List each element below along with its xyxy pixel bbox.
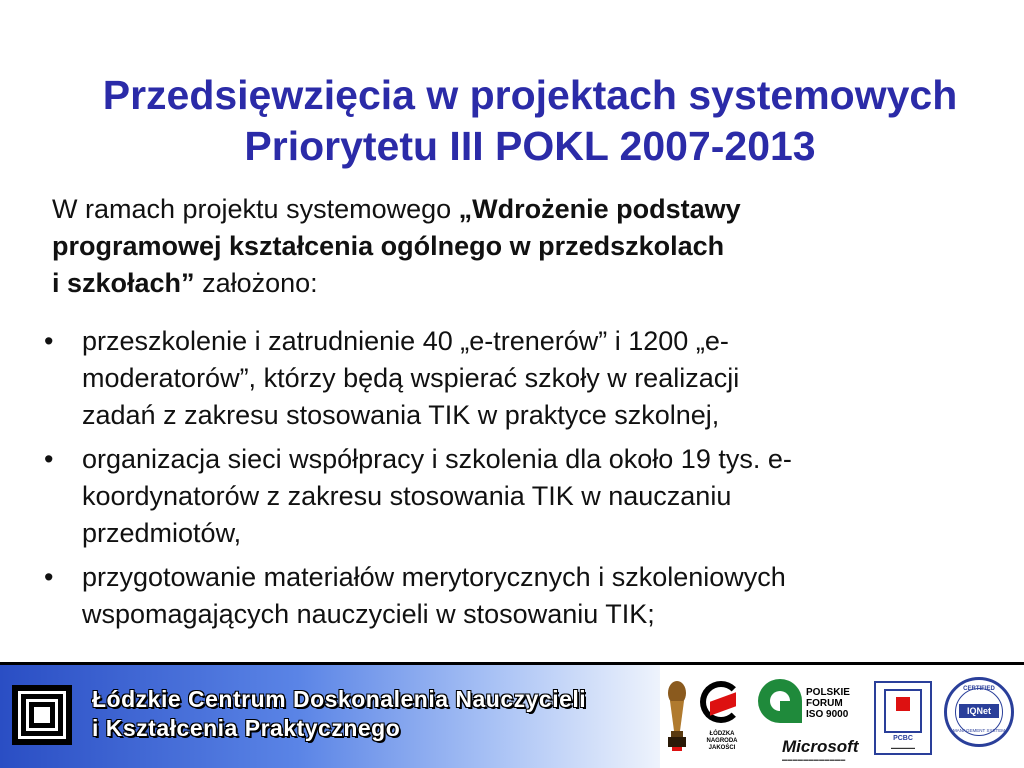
bullet-item-1 bbox=[42, 323, 1002, 434]
pcbc-emblem-icon bbox=[884, 689, 922, 733]
intro-line-3 bbox=[52, 265, 992, 302]
iqnet-certified-logo bbox=[944, 677, 1014, 747]
trophy-icon bbox=[664, 679, 690, 755]
pff-line-1: POLSKIE bbox=[806, 687, 850, 698]
lodzka-line-1: ŁÓDZKA bbox=[709, 731, 735, 737]
lodzka-line-2: NAGRODA bbox=[706, 738, 738, 744]
footer bbox=[0, 665, 1024, 768]
pff-line-3: ISO 9000 bbox=[806, 709, 849, 720]
iqnet-management-system-text: MANAGEMENT SYSTEM bbox=[953, 728, 1005, 733]
polskie-forum-iso-logo bbox=[756, 675, 864, 763]
pcbc-certificate-logo bbox=[874, 681, 932, 755]
institution-name-line-2: i Kształcenia Praktycznego bbox=[92, 715, 401, 741]
lodzka-line-3: JAKOŚCI bbox=[708, 745, 736, 751]
microsoft-subtext-decoration: ▬▬▬▬▬▬▬▬▬▬▬▬ bbox=[782, 757, 846, 763]
bullet-2-line-3: przedmiotów, bbox=[82, 518, 242, 548]
pff-text bbox=[806, 687, 850, 720]
microsoft-logo: Microsoft bbox=[782, 737, 859, 756]
institution-banner bbox=[0, 665, 660, 768]
iqnet-certified-text: CERTIFIED bbox=[963, 686, 995, 692]
slide-title-line-1: Przedsięwzięcia w projektach systemowych bbox=[102, 72, 958, 118]
institution-logo-icon bbox=[12, 685, 72, 745]
intro-line-2 bbox=[52, 228, 992, 265]
pff-line-2: FORUM bbox=[806, 698, 843, 709]
bullet-3-line-2: wspomagających nauczycieli w stosowaniu TIK; bbox=[82, 599, 655, 629]
intro-paragraph bbox=[52, 191, 992, 302]
bullet-marker: • bbox=[44, 562, 54, 592]
pcbc-label: PCBC bbox=[893, 735, 913, 742]
slide-title-line-2: Priorytetu III POKL 2007-2013 bbox=[244, 123, 816, 169]
bullet-1-line-3: zadań z zakresu stosowania TIK w praktyce szkolnej, bbox=[82, 400, 720, 430]
bullet-2-line-2: koordynatorów z zakresu stosowania TIK w nauczaniu bbox=[82, 481, 732, 511]
iqnet-label: IQNet bbox=[959, 704, 999, 718]
bullet-item-2 bbox=[42, 441, 1002, 552]
project-name-part-1: „Wdrożenie podstawy bbox=[458, 194, 741, 224]
bullet-1-line-2: moderatorów”, którzy będą wspierać szkoły w realizacji bbox=[82, 363, 740, 393]
intro-plain-text: W ramach projektu systemowego bbox=[52, 194, 459, 224]
institution-name bbox=[92, 685, 586, 743]
project-name-part-2: programowej kształcenia ogólnego w przedszkolach bbox=[52, 231, 725, 261]
lodzka-nagroda-jakosci-logo bbox=[696, 677, 748, 757]
project-name-part-3: i szkołach” bbox=[52, 268, 195, 298]
pff-emblem-icon bbox=[758, 679, 802, 723]
slide-title bbox=[40, 70, 1020, 172]
bullet-1-line-1: przeszkolenie i zatrudnienie 40 „e-trenerów” i 1200 „e- bbox=[82, 326, 729, 356]
intro-line-1 bbox=[52, 191, 992, 228]
intro-plain-ending: założono: bbox=[194, 268, 318, 298]
bullet-2-line-1: organizacja sieci współpracy i szkolenia dla około 19 tys. e- bbox=[82, 444, 792, 474]
bullet-marker: • bbox=[44, 444, 54, 474]
pcbc-small-print-decoration: ▬▬▬▬▬▬ bbox=[891, 745, 915, 750]
bullet-marker: • bbox=[44, 326, 54, 356]
institution-name-line-1: Łódzkie Centrum Doskonalenia Nauczycieli bbox=[92, 686, 587, 712]
lodzka-text bbox=[696, 731, 748, 752]
bullet-list bbox=[42, 323, 1002, 633]
bullet-3-line-1: przygotowanie materiałów merytorycznych i szkoleniowych bbox=[82, 562, 786, 592]
bullet-item-3 bbox=[42, 559, 1002, 633]
